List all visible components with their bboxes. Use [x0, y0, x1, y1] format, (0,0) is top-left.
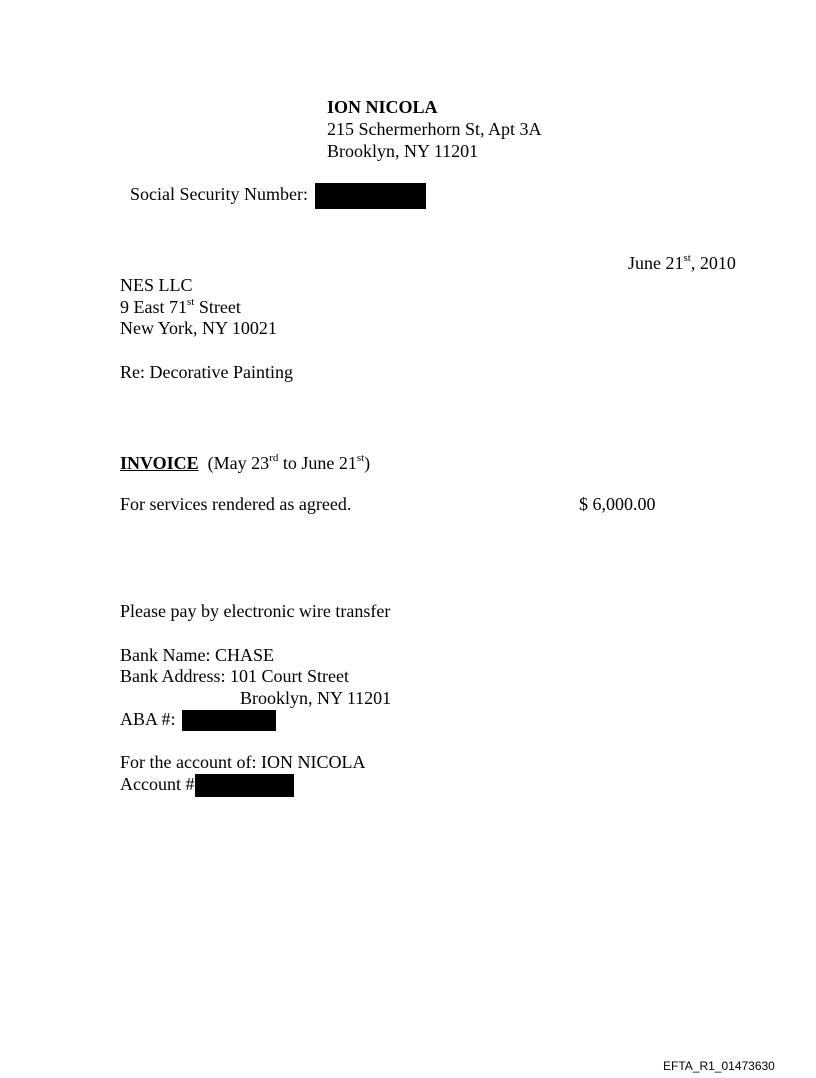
aba-label: ABA #: [120, 709, 176, 729]
letter-date [628, 253, 736, 275]
account-label: Account # [120, 774, 195, 794]
sender-address-line2: Brooklyn, NY 11201 [327, 141, 479, 161]
service-description: For services rendered as agreed. [120, 494, 352, 514]
date-prefix: June 21 [628, 253, 684, 273]
sender-name: ION NICOLA [327, 97, 438, 117]
account-of: For the account of: ION NICOLA [120, 752, 366, 772]
recipient-name: NES LLC [120, 275, 193, 295]
re-line: Re: Decorative Painting [120, 362, 293, 382]
date-year: , 2010 [690, 253, 736, 273]
invoice-title: INVOICE [120, 453, 199, 473]
account-redaction [195, 774, 294, 797]
bank-name: Bank Name: CHASE [120, 645, 274, 665]
date-ordinal: st [683, 252, 691, 264]
invoice-period-b: to June 21 [278, 453, 357, 473]
recipient-street-prefix: 9 East 71 [120, 297, 187, 317]
ssn-row [130, 183, 426, 209]
invoice-amount: $ 6,000.00 [579, 494, 656, 514]
invoice-period-a: (May 23 [207, 453, 270, 473]
aba-row [120, 709, 276, 731]
sender-address-line1: 215 Schermerhorn St, Apt 3A [327, 119, 542, 139]
bank-address: Bank Address: 101 Court Street [120, 666, 349, 686]
bank-address-line2: Brooklyn, NY 11201 [240, 688, 392, 708]
ssn-label: Social Security Number: [130, 184, 308, 205]
invoice-period-end: ) [364, 453, 371, 473]
account-row [120, 774, 294, 797]
invoice-heading [120, 453, 370, 475]
recipient-street-ordinal: st [187, 296, 195, 308]
recipient-street [120, 297, 241, 319]
payment-instruction: Please pay by electronic wire transfer [120, 601, 391, 621]
invoice-period-a-ordinal: rd [269, 452, 279, 464]
aba-redaction [182, 710, 276, 731]
recipient-city: New York, NY 10021 [120, 318, 277, 338]
document-id: EFTA_R1_01473630 [663, 1059, 775, 1073]
ssn-redaction [315, 183, 426, 209]
recipient-street-suffix: Street [194, 297, 241, 317]
invoice-period-b-ordinal: st [356, 452, 365, 464]
